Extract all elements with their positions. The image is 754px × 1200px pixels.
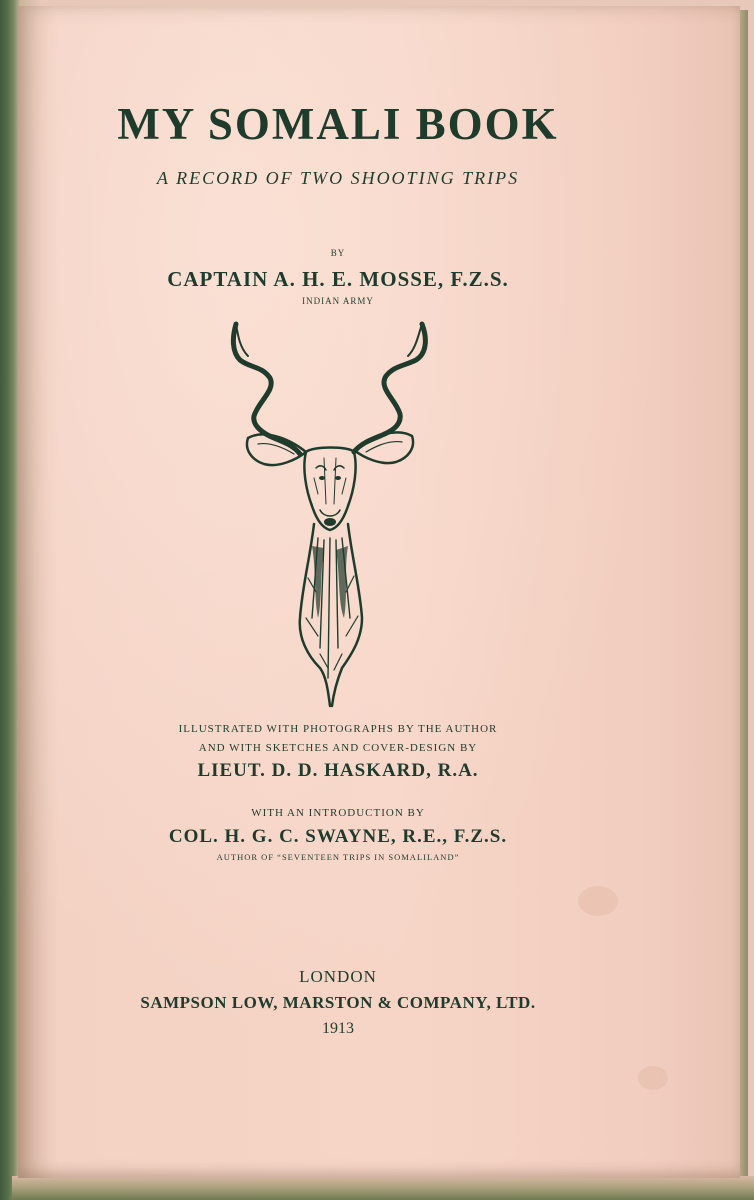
page-edge-bottom (12, 1176, 754, 1200)
introducer-name: COL. H. G. C. SWAYNE, R.E., F.Z.S. (168, 826, 508, 847)
publisher-city: LONDON (299, 967, 377, 986)
author-affiliation: INDIAN ARMY (302, 296, 374, 306)
author-name: CAPTAIN A. H. E. MOSSE, F.Z.S. (167, 267, 509, 291)
paper-stain (638, 1066, 668, 1090)
introduction-line: WITH AN INTRODUCTION BY (251, 807, 425, 819)
book-subtitle: A RECORD OF TWO SHOOTING TRIPS (156, 168, 520, 188)
book-title: MY SOMALI BOOK (117, 99, 559, 149)
kudu-head-icon (228, 318, 444, 712)
paper-stain (578, 886, 618, 916)
illustrator-name: LIEUT. D. D. HASKARD, R.A. (197, 760, 479, 781)
title-page (18, 6, 740, 1178)
introducer-note: AUTHOR OF “SEVENTEEN TRIPS IN SOMALILAND” (216, 852, 460, 862)
publication-year: 1913 (322, 1020, 354, 1037)
publisher-name: SAMPSON LOW, MARSTON & COMPANY, LTD. (140, 993, 536, 1012)
by-label: BY (330, 248, 346, 258)
illustration-credit-line-1: ILLUSTRATED WITH PHOTOGRAPHS BY THE AUTHOR (178, 723, 498, 735)
illustration-credit-line-2: AND WITH SKETCHES AND COVER-DESIGN BY (198, 742, 478, 754)
